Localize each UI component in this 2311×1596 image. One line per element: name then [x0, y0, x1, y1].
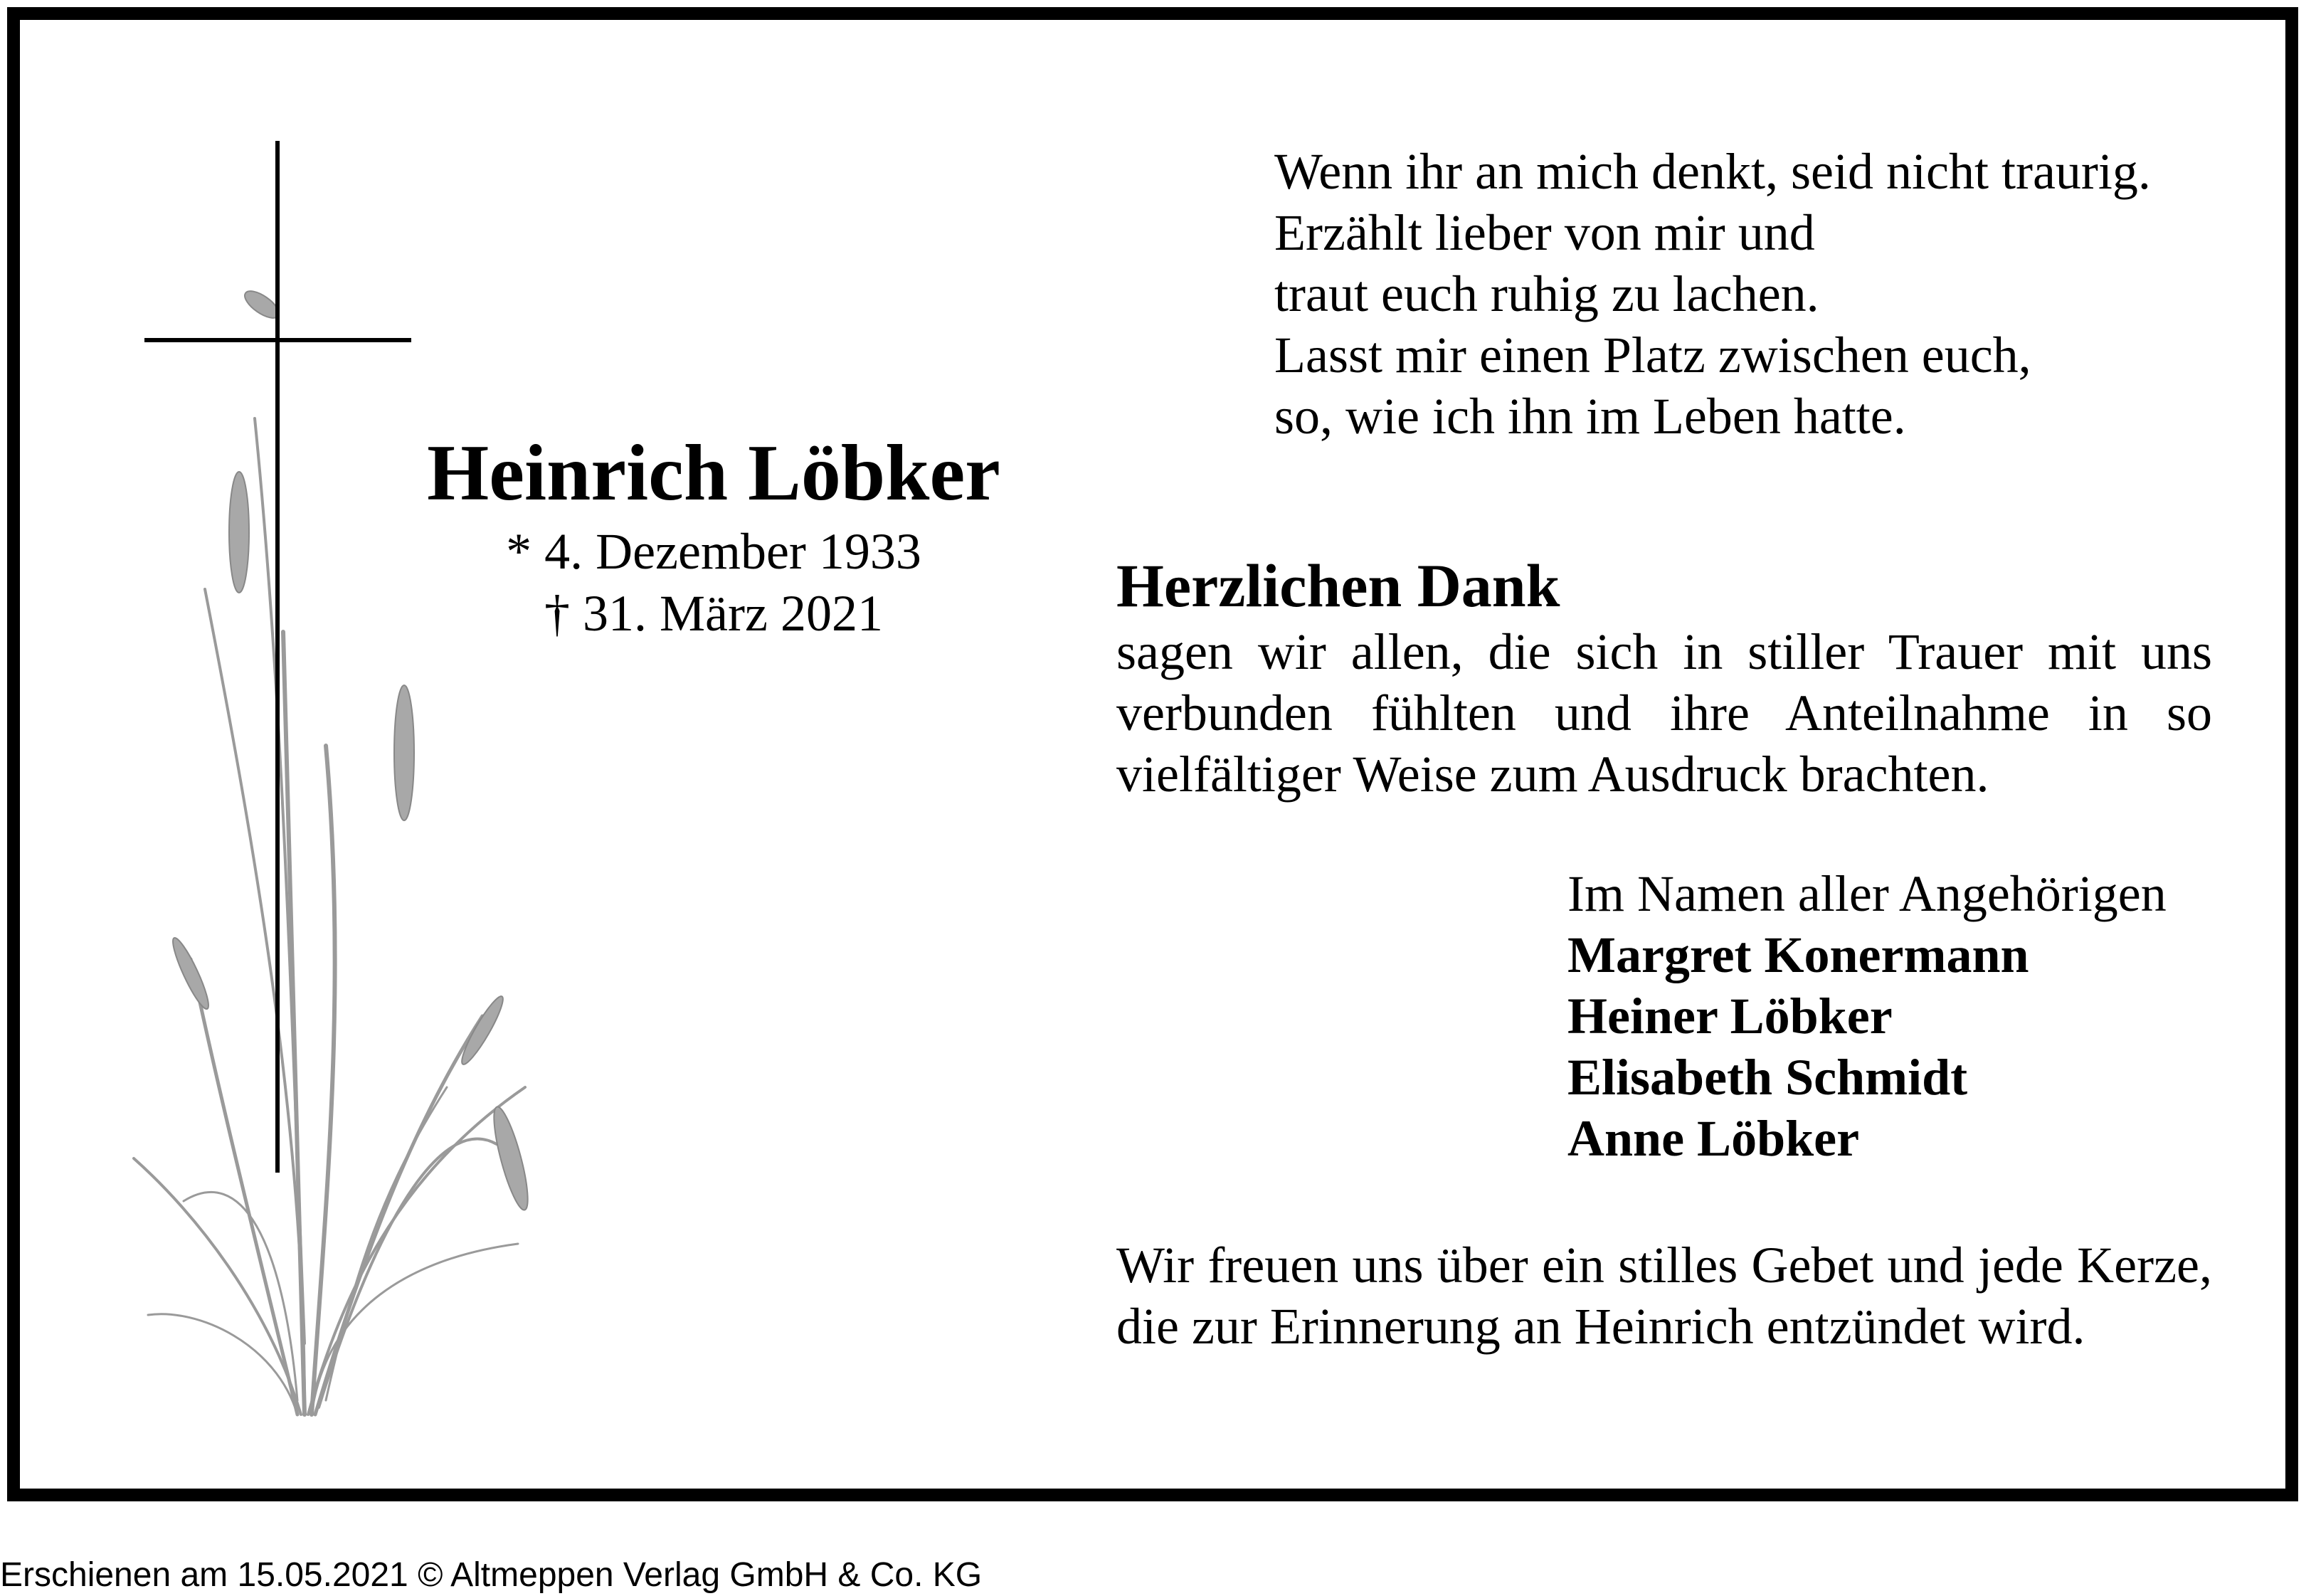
poem [1274, 141, 2285, 447]
thanks-text: sagen wir allen, die sich in stiller Trauer mit uns verbunden fühlten und ihre Anteilnahme in so vielfältiger Weise zum Ausdruck brachten. [1116, 623, 2212, 803]
signatures-intro: Im Namen aller Angehörigen [1567, 865, 2167, 922]
cross-and-grass-illustration [112, 134, 568, 1429]
cross-icon [144, 141, 411, 1173]
deceased-name: Heinrich Löbker [427, 429, 1000, 517]
poem-line: so, wie ich ihn im Leben hatte. [1274, 388, 1906, 445]
signatures [1567, 863, 2279, 1169]
thanks-section [1116, 550, 2212, 805]
signer-name: Margret Konermann [1567, 926, 2029, 983]
thanks-heading: Herzlichen Dank [1116, 551, 1560, 620]
poem-line: Wenn ihr an mich denkt, seid nicht traurig. [1274, 143, 2151, 200]
birth-date: * 4. Dezember 1933 [506, 523, 921, 581]
deceased-info [376, 426, 1052, 644]
poem-line: Erzählt lieber von mir und [1274, 204, 1815, 261]
poem-line: traut euch ruhig zu lachen. [1274, 265, 1819, 322]
publication-footer: Erschienen am 15.05.2021 © Altmeppen Verlag GmbH & Co. KG [0, 1556, 983, 1594]
death-date: † 31. März 2021 [544, 584, 883, 642]
closing-text: Wir freuen uns über ein stilles Gebet und jede Kerze, die zur Erinnerung an Heinrich entzündet wird. [1116, 1237, 2212, 1355]
signer-name: Anne Löbker [1567, 1110, 1860, 1167]
signer-name: Heiner Löbker [1567, 988, 1893, 1045]
poem-line: Lasst mir einen Platz zwischen euch, [1274, 327, 2031, 384]
obituary-frame [7, 7, 2298, 1501]
signer-name: Elisabeth Schmidt [1567, 1049, 1968, 1106]
